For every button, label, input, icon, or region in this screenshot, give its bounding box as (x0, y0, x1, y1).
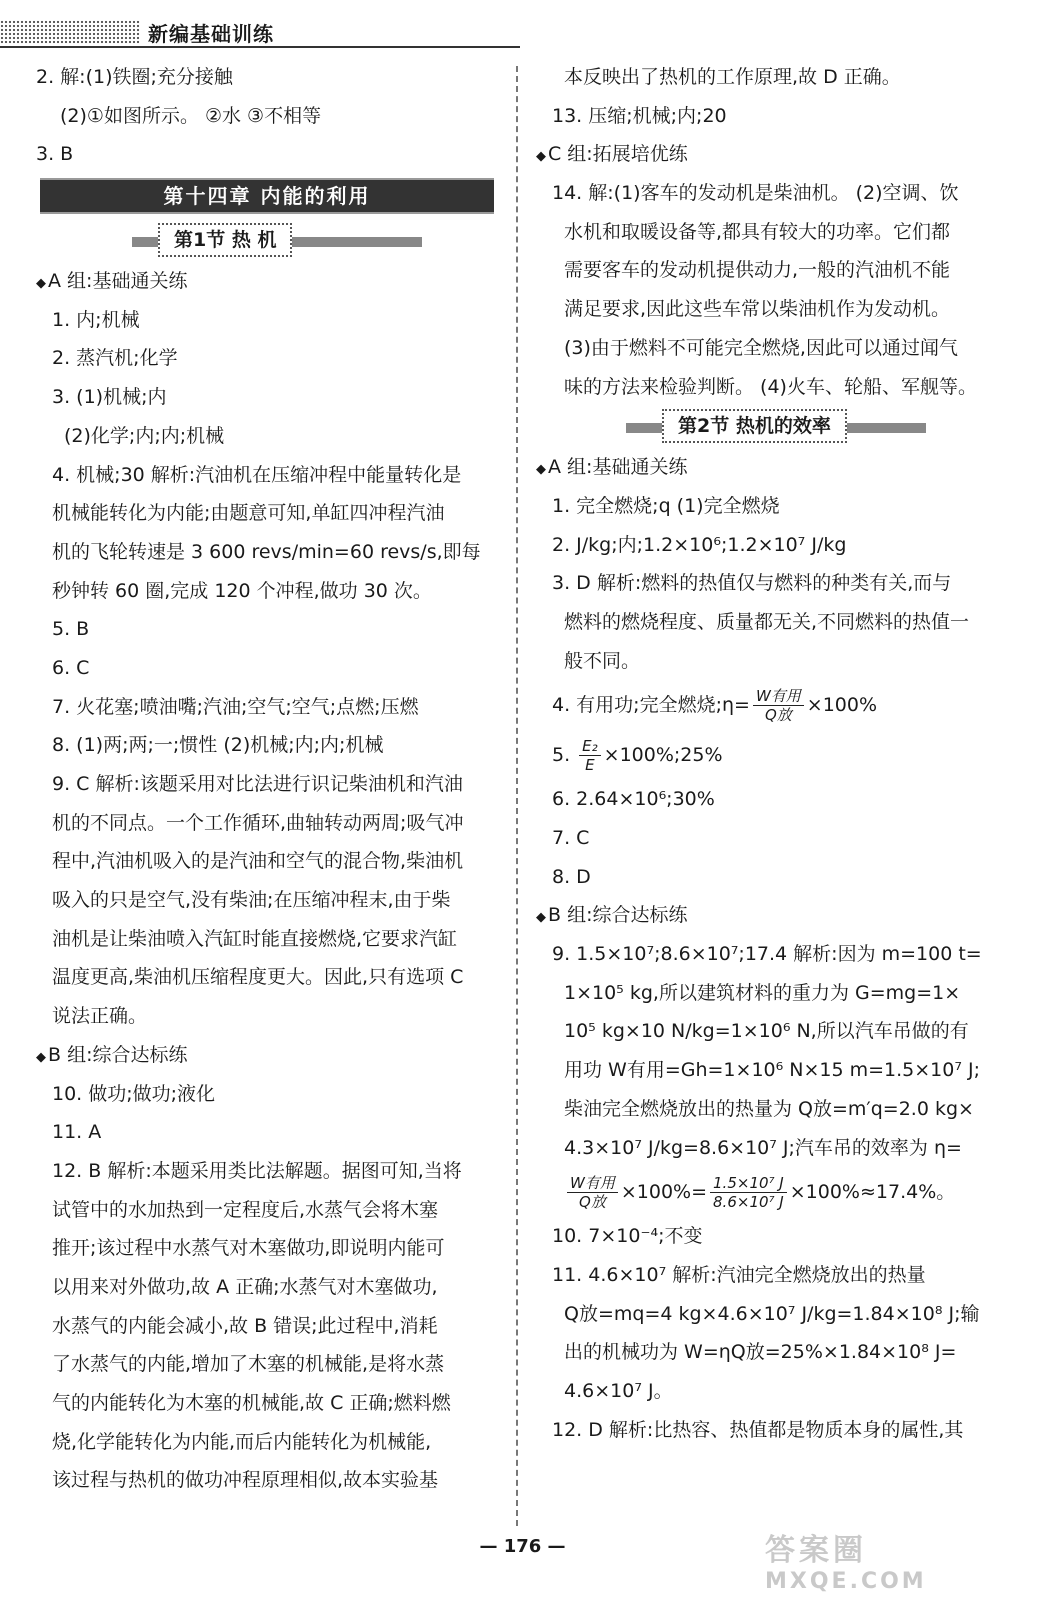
answer-line: 6. C (52, 656, 90, 679)
answer-line: 4.6×10⁷ J。 (564, 1379, 673, 1402)
answer-line: 2. 解:(1)铁圈;充分接触 (36, 66, 233, 88)
diamond-icon: ◆ (536, 462, 546, 478)
answer-line: 机的飞轮转速是 3 600 revs/min=60 revs/s,即每 (52, 540, 481, 563)
fraction: $\frac{\text{1.5×10⁷ J}}{\text{8.6×10⁷ J}}$ (710, 1174, 787, 1211)
answer-line: 水机和取暖设备等,都具有较大的功率。它们都 (564, 220, 951, 243)
answer-line: 8. (1)两;两;一;惯性 (2)机械;内;内;机械 (52, 734, 384, 757)
header-rule (0, 46, 520, 48)
answer-line: 程中,汽油机吸入的是汽油和空气的混合物,柴油机 (52, 850, 464, 873)
fraction: $\frac{\text{W有用}}{\text{Q放}}$ (567, 1174, 618, 1211)
answer-line-fraction: $\frac{\text{W有用}}{\text{Q放}}$ ×100%= $\frac{\text{1.5×10⁷ J}}{\text{8.6×10⁷ J}}$ ×100%≈17.4%。 (536, 1167, 1006, 1217)
answer-line: 11. 4.6×10⁷ 解析:汽油完全燃烧放出的热量 (552, 1263, 926, 1286)
answer-line: 13. 压缩;机械;内;20 (552, 104, 727, 127)
answer-line: 6. 2.64×10⁶;30% (552, 788, 715, 811)
answer-line: 满足要求,因此这些车常以柴油机作为发动机。 (564, 298, 951, 321)
section-heading (36, 222, 496, 258)
answer-line: 气的内能转化为木塞的机械能,故 C 正确;燃料燃 (52, 1392, 451, 1414)
answer-line: 12. D 解析:比热容、热值都是物质本身的属性,其 (552, 1418, 964, 1441)
answer-line: 10. 做功;做功;液化 (52, 1082, 216, 1105)
diamond-icon: ◆ (36, 276, 46, 292)
answer-line: 3. D 解析:燃料的热值仅与燃料的种类有关,而与 (552, 572, 952, 595)
watermark: 答案圈 MXQE.COM (765, 1533, 927, 1594)
group-heading: ◆ C 组:拓展培优练 (536, 143, 688, 166)
answer-line: (2)①如图所示。 ②水 ③不相等 (60, 104, 322, 127)
answer-line: 秒钟转 60 圈,完成 120 个冲程,做功 30 次。 (52, 579, 432, 602)
section-title: 第2节 热机的效率 (662, 409, 847, 443)
answer-line: 该过程与热机的做功冲程原理相似,故本实验基 (52, 1469, 439, 1492)
answer-line: (3)由于燃料不可能完全燃烧,因此可以通过闻气 (564, 336, 958, 359)
answer-line: Q放=mq=4 kg×4.6×10⁷ J/kg=1.84×10⁸ J;输 (564, 1302, 980, 1325)
answer-line: 8. D (552, 865, 591, 888)
answer-line: 需要客车的发动机提供动力,一般的汽油机不能 (564, 259, 951, 282)
page-number: — 176 — (479, 1536, 566, 1557)
answer-line: 2. 蒸汽机;化学 (52, 347, 178, 370)
fraction: $\frac{\text{W有用}}{\text{Q放}}$ (753, 687, 804, 724)
answer-line-fraction: 4. 有用功;完全燃烧;η= $\frac{\text{W有用}}{\text{Q放}}$ ×100% (552, 687, 878, 725)
chapter-heading: 第十四章 内能的利用 (40, 178, 494, 214)
answer-line: 2. J/kg;内;1.2×10⁶;1.2×10⁷ J/kg (552, 533, 847, 556)
answer-line: 烧,化学能转化为内能,而后内能转化为机械能, (52, 1430, 432, 1453)
answer-line: 10⁵ kg×10 N/kg=1×10⁶ N,所以汽车吊做的有 (564, 1020, 969, 1043)
answer-line: 9. C 解析:该题采用对比法进行识记柴油机和汽油 (52, 773, 463, 795)
page-header (0, 0, 1045, 50)
answer-line: 12. B 解析:本题采用类比法解题。据图可知,当将 (52, 1159, 462, 1182)
answer-line: 温度更高,柴油机压缩程度更大。因此,只有选项 C (52, 966, 464, 989)
answer-line: 1. 完全燃烧;q (1)完全燃烧 (552, 494, 780, 517)
answer-line: 5. B (52, 618, 90, 641)
answer-line: 出的机械功为 W=ηQ放=25%×1.84×10⁸ J= (564, 1341, 957, 1364)
answer-line: 柴油完全燃烧放出的热量为 Q放=m′q=2.0 kg× (564, 1097, 974, 1120)
diamond-icon: ◆ (536, 910, 546, 926)
answer-line: 9. 1.5×10⁷;8.6×10⁷;17.4 解析:因为 m=100 t= (552, 943, 982, 966)
left-column (36, 58, 496, 1500)
diamond-icon: ◆ (536, 149, 546, 165)
answer-line: 机械能转化为内能;由题意可知,单缸四冲程汽油 (52, 502, 445, 525)
answer-line: 燃料的燃烧程度、质量都无关,不同燃料的热值一 (564, 610, 970, 633)
group-heading: ◆ A 组:基础通关练 (36, 270, 188, 293)
answer-line: 了水蒸气的内能,增加了木塞的机械能,是将水蒸 (52, 1353, 445, 1376)
answer-line: 味的方法来检验判断。 (4)火车、轮船、军舰等。 (564, 375, 977, 398)
answer-line: 11. A (52, 1121, 102, 1144)
header-dot-pattern (0, 20, 140, 44)
fraction: $\frac{\text{E₂}}{E}$ (579, 737, 601, 774)
section-title: 第1节 热 机 (158, 223, 292, 257)
answer-line: 4.3×10⁷ J/kg=8.6×10⁷ J;汽车吊的效率为 η= (564, 1136, 962, 1159)
answer-line: 14. 解:(1)客车的发动机是柴油机。 (2)空调、饮 (552, 182, 959, 205)
answer-line: 7. C (552, 827, 590, 849)
group-heading: ◆ B 组:综合达标练 (36, 1043, 188, 1066)
section-heading (536, 408, 1006, 444)
answer-line: 4. 机械;30 解析:汽油机在压缩冲程中能量转化是 (52, 463, 462, 486)
answer-line: 机的不同点。一个工作循环,曲轴转动两周;吸气冲 (52, 811, 464, 834)
right-column (536, 58, 1006, 1449)
answer-line: 本反映出了热机的工作原理,故 D 正确。 (564, 66, 901, 88)
diamond-icon: ◆ (36, 1049, 46, 1065)
answer-line: 水蒸气的内能会减小,故 B 错误;此过程中,消耗 (52, 1314, 438, 1337)
answer-line: 10. 7×10⁻⁴;不变 (552, 1225, 703, 1248)
answer-line: 油机是让柴油喷入汽缸时能直接燃烧,它要求汽缸 (52, 927, 458, 950)
answer-line: 7. 火花塞;喷油嘴;汽油;空气;空气;点燃;压燃 (52, 695, 419, 718)
answer-line: 3. B (36, 143, 74, 166)
answer-line: 以用来对外做功,故 A 正确;水蒸气对木塞做功, (52, 1275, 438, 1298)
header-title: 新编基础训练 (148, 22, 274, 46)
group-heading: ◆ B 组:综合达标练 (536, 904, 688, 927)
answer-line: 试管中的水加热到一定程度后,水蒸气会将木塞 (52, 1198, 439, 1221)
answer-line: 3. (1)机械;内 (52, 386, 167, 409)
answer-line: 般不同。 (564, 649, 641, 672)
answer-line: 吸入的只是空气,没有柴油;在压缩冲程末,由于柴 (52, 889, 451, 912)
group-heading: ◆ A 组:基础通关练 (536, 456, 688, 479)
answer-line-fraction: 5. $\frac{\text{E₂}}{E}$ ×100%;25% (552, 737, 723, 775)
answer-line: 推开;该过程中水蒸气对木塞做功,即说明内能可 (52, 1237, 445, 1260)
answer-line: 1. 内;机械 (52, 308, 140, 331)
answer-line: 说法正确。 (52, 1005, 148, 1028)
answer-line: (2)化学;内;内;机械 (64, 424, 225, 447)
answer-line: 用功 W有用=Gh=1×10⁶ N×15 m=1.5×10⁷ J; (564, 1059, 981, 1082)
column-divider (516, 66, 518, 1526)
answer-line: 1×10⁵ kg,所以建筑材料的重力为 G=mg=1× (564, 981, 961, 1004)
